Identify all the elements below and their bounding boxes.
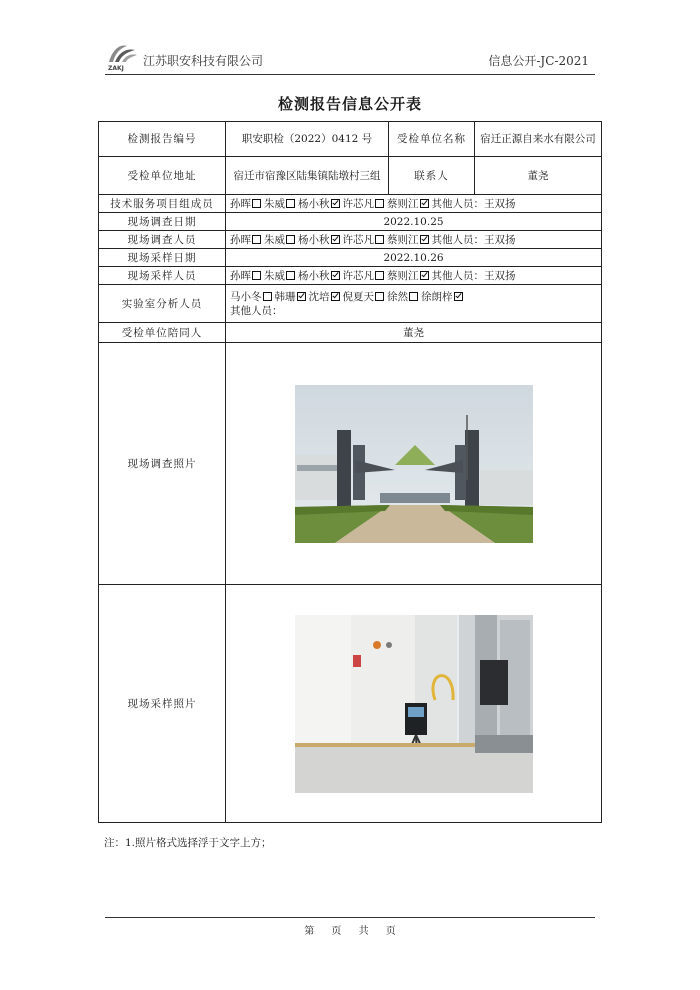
staff-name: 杨小秋	[298, 197, 330, 210]
contact-label: 联系人	[389, 157, 475, 195]
table-row	[99, 213, 602, 231]
company-logo	[105, 38, 139, 72]
lab-staff-members	[226, 285, 602, 323]
staff-name: 沈培	[308, 290, 330, 303]
staff-name: 许芯凡	[342, 233, 374, 246]
staff-checkbox[interactable]	[375, 292, 384, 301]
unit-address-value: 宿迁市宿豫区陆集镇陆墩村三组	[226, 157, 389, 195]
table-row	[99, 231, 602, 249]
sampling-date-value: 2022.10.26	[226, 249, 602, 267]
sampling-photo-cell	[226, 585, 602, 823]
other-staff: 其他人员：王双扬	[431, 197, 516, 210]
staff-checkbox[interactable]	[252, 271, 261, 280]
staff-checkbox[interactable]	[409, 292, 418, 301]
document-number: 信息公开-JC-2021	[488, 54, 589, 68]
page-title: 检测报告信息公开表	[277, 95, 422, 113]
report-no-label: 检测报告编号	[99, 122, 226, 157]
survey-photo-label: 现场调查照片	[99, 343, 226, 585]
staff-checkbox[interactable]	[252, 199, 261, 208]
staff-name: 蔡则江	[387, 197, 419, 210]
staff-name: 许芯凡	[342, 197, 374, 210]
staff-name: 徐然	[387, 290, 408, 303]
staff-checkbox[interactable]	[420, 235, 429, 244]
sampling-staff-members	[226, 267, 602, 285]
sampling-staff-label: 现场采样人员	[99, 267, 226, 285]
sampling-photo-label: 现场采样照片	[99, 585, 226, 823]
staff-checkbox[interactable]	[331, 292, 340, 301]
staff-checkbox[interactable]	[286, 271, 295, 280]
table-row	[99, 285, 602, 323]
table-row	[99, 195, 602, 213]
staff-name: 朱威	[264, 269, 285, 282]
page-footer: 第 页 共 页	[304, 926, 396, 937]
staff-name: 杨小秋	[298, 233, 330, 246]
staff-checkbox[interactable]	[420, 271, 429, 280]
staff-checkbox[interactable]	[331, 199, 340, 208]
other-staff: 其他人员：王双扬	[431, 233, 516, 246]
table-row	[99, 249, 602, 267]
table-row	[99, 267, 602, 285]
staff-name: 朱威	[264, 197, 285, 210]
staff-name: 杨小秋	[298, 269, 330, 282]
other-staff: 其他人员：王双扬	[431, 269, 516, 282]
staff-checkbox[interactable]	[375, 199, 384, 208]
footnote: 注：1.照片格式选择浮于文字上方；	[104, 837, 272, 849]
staff-name: 马小冬	[230, 290, 262, 303]
survey-staff-label: 现场调查人员	[99, 231, 226, 249]
other-staff: 其他人员：	[230, 304, 283, 317]
staff-checkbox[interactable]	[375, 271, 384, 280]
report-info-table	[98, 121, 602, 823]
accompany-label: 受检单位陪同人	[99, 323, 226, 343]
survey-staff-members	[226, 231, 602, 249]
table-row	[99, 343, 602, 585]
contact-value: 董尧	[475, 157, 602, 195]
company-name: 江苏职安科技有限公司	[143, 54, 264, 68]
staff-name: 徐朗梓	[421, 290, 453, 303]
staff-checkbox[interactable]	[454, 292, 463, 301]
staff-checkbox[interactable]	[286, 199, 295, 208]
staff-checkbox[interactable]	[286, 235, 295, 244]
staff-checkbox[interactable]	[331, 235, 340, 244]
staff-name: 许芯凡	[342, 269, 374, 282]
staff-checkbox[interactable]	[252, 235, 261, 244]
unit-name-label: 受检单位名称	[389, 122, 475, 157]
table-row	[99, 157, 602, 195]
lab-staff-label: 实验室分析人员	[99, 285, 226, 323]
footer-divider	[105, 917, 595, 918]
report-no-value: 职安职检（2022）0412 号	[226, 122, 389, 157]
team-label: 技术服务项目组成员	[99, 195, 226, 213]
survey-date-value: 2022.10.25	[226, 213, 602, 231]
staff-name: 孙晖	[230, 197, 251, 210]
staff-name: 孙晖	[230, 269, 251, 282]
table-row	[99, 323, 602, 343]
page-header	[105, 30, 595, 75]
survey-photo	[295, 385, 533, 543]
staff-checkbox[interactable]	[297, 292, 306, 301]
staff-name: 朱威	[264, 233, 285, 246]
logo-text: ZAKJ	[108, 65, 124, 72]
staff-checkbox[interactable]	[263, 292, 272, 301]
table-row	[99, 585, 602, 823]
survey-date-label: 现场调查日期	[99, 213, 226, 231]
staff-checkbox[interactable]	[420, 199, 429, 208]
sampling-date-label: 现场采样日期	[99, 249, 226, 267]
staff-name: 蔡则江	[387, 269, 419, 282]
staff-name: 倪夏天	[342, 290, 374, 303]
unit-address-label: 受检单位地址	[99, 157, 226, 195]
staff-checkbox[interactable]	[375, 235, 384, 244]
table-row	[99, 122, 602, 157]
unit-name-value: 宿迁正源自来水有限公司	[475, 122, 602, 157]
staff-name: 韩珊	[274, 290, 296, 303]
staff-name: 蔡则江	[387, 233, 419, 246]
staff-checkbox[interactable]	[331, 271, 340, 280]
team-members	[226, 195, 602, 213]
accompany-value: 董尧	[226, 323, 602, 343]
survey-photo-cell	[226, 343, 602, 585]
sampling-photo	[295, 615, 533, 793]
staff-name: 孙晖	[230, 233, 251, 246]
